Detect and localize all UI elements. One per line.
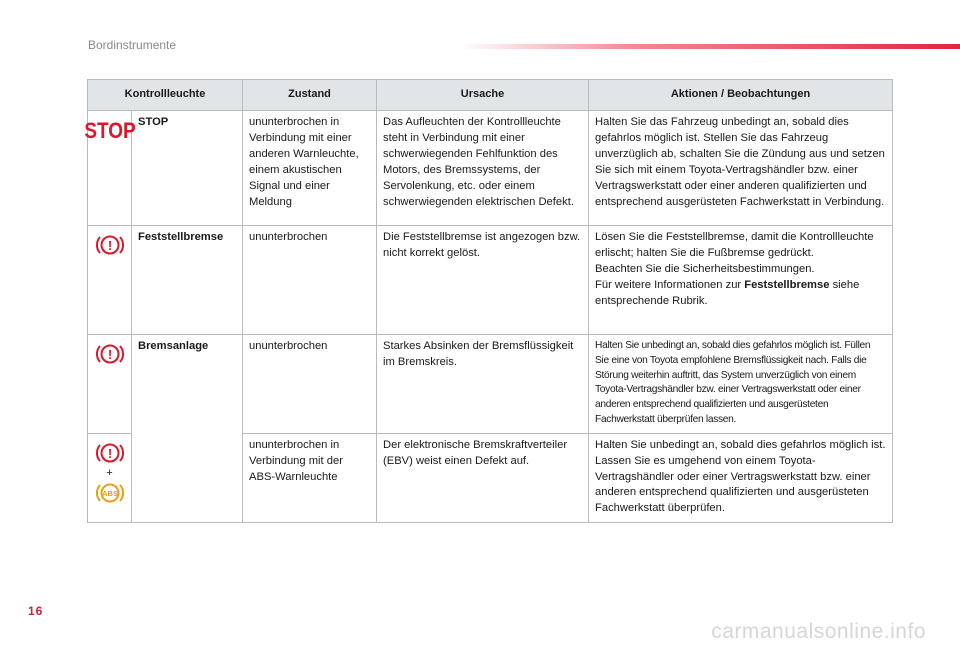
lamp-cause: Das Aufleuchten der Kontrollleuchte steht in Verbindung mit einer schwerwiegenden Fehlfunktion des Motors, des Bremssystems, der Servolenkung, etc. oder einem schwerwiegenden elektrischen Defekt. bbox=[377, 111, 589, 226]
svg-text:!: ! bbox=[107, 238, 112, 253]
watermark: carmanualsonline.info bbox=[711, 620, 926, 643]
lamp-icon-cell bbox=[88, 335, 132, 434]
lamp-cause: Die Feststellbremse ist angezogen bzw. nicht korrekt gelöst. bbox=[377, 226, 589, 335]
table-row bbox=[88, 335, 893, 434]
table-header-row bbox=[88, 80, 893, 111]
plus-sign: + bbox=[106, 466, 113, 479]
column-header-cause: Ursache bbox=[377, 80, 589, 111]
column-header-actions: Aktionen / Beobachtungen bbox=[589, 80, 893, 111]
brake-warning-icon bbox=[95, 440, 125, 466]
svg-text:!: ! bbox=[107, 445, 112, 461]
lamp-action: Halten Sie das Fahrzeug unbedingt an, sobald dies gefahrlos möglich ist. Stellen Sie das Fahrzeug unverzüglich ab, schalten Sie die Zündung aus und setzen Sie sich mit einem Toyota-Vertragshändler bzw. einer Vertragswerkstatt oder einer anderen qualifizierten und entsprechend ausgerüsteten Fachwerkstatt in Verbindung. bbox=[589, 111, 893, 226]
warning-lamp-table bbox=[83, 79, 893, 523]
lamp-action: Halten Sie unbedingt an, sobald dies gefahrlos möglich ist. Lassen Sie es umgehend von einem Toyota-Vertragshändler oder einer Vertragswerkstatt bzw. einer anderen entsprechend qualifizierten und ausgerüsteten Fachwerkstatt überprüfen. bbox=[589, 433, 893, 523]
svg-text:!: ! bbox=[107, 347, 112, 362]
lamp-action: Halten Sie unbedingt an, sobald dies gefahrlos möglich ist. Füllen Sie eine von Toyota empfohlene Bremsflüssigkeit nach. Falls die Störung weiterhin auftritt, das System unverzüglich von einem Toyota-Vertragshändler bzw. einer Vertragswerkstatt oder einer anderen entsprechend qualifizierten und ausgerüsteten Fachwerkstatt überprüfen lassen. bbox=[589, 335, 893, 434]
lamp-state: ununterbrochen in Verbindung mit der ABS-Warnleuchte bbox=[243, 433, 377, 523]
lamp-icon-cell bbox=[83, 111, 136, 226]
lamp-state: ununterbrochen in Verbindung mit einer anderen Warnleuchte, einem akustischen Signal und einer Meldung bbox=[243, 111, 377, 226]
lamp-icon-cell bbox=[88, 433, 132, 523]
parking-brake-icon bbox=[95, 232, 125, 258]
page-number: 16 bbox=[28, 604, 44, 618]
lamp-action: Lösen Sie die Feststellbremse, damit die Kontrollleuchte erlischt; halten Sie die Fußbremse gedrückt. Beachten Sie die Sicherheitsbestimmungen. Für weitere Informationen zur Feststellbremse siehe entsprechende Rubrik. bbox=[589, 226, 893, 335]
lamp-state: ununterbrochen bbox=[243, 226, 377, 335]
lamp-cause: Starkes Absinken der Bremsflüssigkeit im Bremskreis. bbox=[377, 335, 589, 434]
header-accent-rule bbox=[460, 44, 960, 49]
svg-text:ABS: ABS bbox=[101, 488, 118, 498]
lamp-state: ununterbrochen bbox=[243, 335, 377, 434]
column-header-lamp: Kontrollleuchte bbox=[88, 80, 243, 111]
section-title: Bordinstrumente bbox=[88, 38, 177, 52]
stop-icon bbox=[83, 117, 136, 144]
table-row bbox=[88, 226, 893, 335]
abs-icon bbox=[94, 480, 126, 506]
table-row bbox=[88, 111, 893, 226]
lamp-cause: Der elektronische Bremskraftverteiler (EBV) weist einen Defekt auf. bbox=[377, 433, 589, 523]
lamp-name: Feststellbremse bbox=[132, 226, 243, 335]
lamp-icon-cell bbox=[88, 226, 132, 335]
brake-system-icon bbox=[95, 341, 125, 367]
svg-text:STOP: STOP bbox=[83, 118, 136, 144]
column-header-state: Zustand bbox=[243, 80, 377, 111]
lamp-name: STOP bbox=[132, 111, 243, 226]
lamp-name: Bremsanlage bbox=[132, 335, 243, 523]
